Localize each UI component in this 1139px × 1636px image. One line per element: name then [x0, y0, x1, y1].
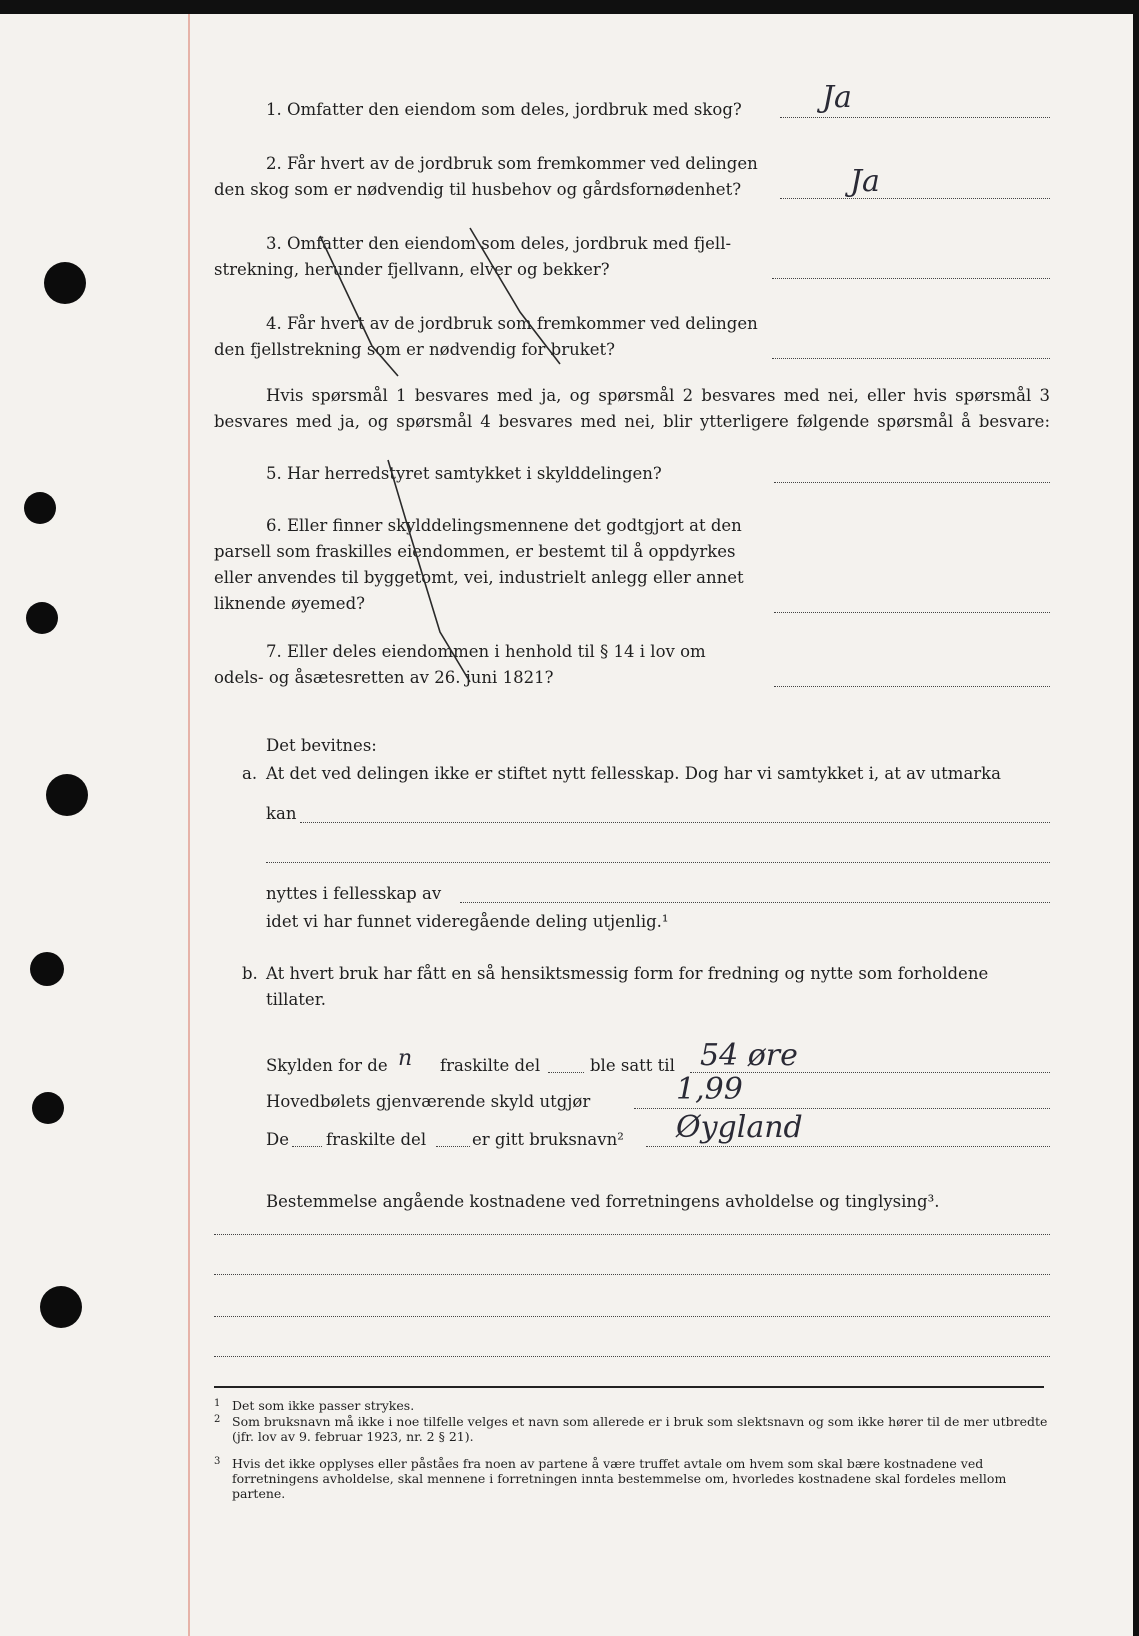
fill-line: [292, 1146, 322, 1147]
footnote-text: Det som ikke passer strykes.: [232, 1398, 415, 1413]
question-4-line-2: den fjellstrekning som er nødvendig for bruket?: [214, 340, 615, 359]
footnote-rule: [214, 1386, 1044, 1388]
skyld-line-3-b: fraskilte del: [326, 1130, 427, 1149]
condition-line-1: Hvis spørsmål 1 besvares med ja, og spørsmål 2 besvares med nei, eller hvis spørsmål 3: [266, 386, 1050, 405]
attest-idet: idet vi har funnet videregående deling utjenlig.¹: [266, 912, 669, 931]
footnote-number: 3: [214, 1456, 221, 1467]
attest-b-line-1: At hvert bruk har fått en så hensiktsmessig form for fredning og nytte som forholdene: [266, 964, 989, 983]
question-7-line-2: odels- og åsætesretten av 26. juni 1821?: [214, 668, 554, 687]
skyld-line-3-a: De: [266, 1130, 289, 1149]
question-1: 1. Omfatter den eiendom som deles, jordbruk med skog?: [266, 100, 742, 119]
footnote-1: [214, 1398, 1050, 1413]
fill-line: [214, 1356, 1050, 1357]
question-2-line-2: den skog som er nødvendig til husbehov og gårdsfornødenhet?: [214, 180, 742, 199]
skyld-line-1-b: fraskilte del: [440, 1056, 541, 1075]
handwritten-answer-2: Ja: [850, 164, 880, 199]
handwritten-answer-1: Ja: [822, 80, 852, 115]
question-4-line-1: 4. Får hvert av de jordbruk som fremkommer ved delingen: [266, 314, 758, 333]
skyld-line-3-c: er gitt bruksnavn²: [472, 1130, 624, 1149]
fill-line: [214, 1316, 1050, 1317]
question-3-line-1: 3. Omfatter den eiendom som deles, jordbruk med fjell-: [266, 234, 732, 253]
attest-nyttes: nyttes i fellesskap av: [266, 884, 442, 903]
fill-line: [634, 1108, 1050, 1109]
question-6-line-2: parsell som fraskilles eiendommen, er bestemt til å oppdyrkes: [214, 542, 736, 561]
attest-b-label: b.: [242, 964, 258, 983]
fill-line: [646, 1146, 1050, 1147]
fill-line: [436, 1146, 470, 1147]
fill-line: [214, 1274, 1050, 1275]
question-7-line-1: 7. Eller deles eiendommen i henhold til § 14 i lov om: [266, 642, 706, 661]
footnote-number: 2: [214, 1414, 221, 1425]
skyld-line-1-a: Skylden for de: [266, 1056, 388, 1075]
footnote-2: [214, 1414, 1050, 1444]
skyld-line-1-c: ble satt til: [590, 1056, 675, 1075]
attest-a-text: At det ved delingen ikke er stiftet nytt fellesskap. Dog har vi samtykket i, at av utmarka: [266, 764, 1001, 783]
footnote-text: Hvis det ikke opplyses eller påståes fra noen av partene å være truffet avtale om hvem som skal bære kostnadene ved forretningens avholdelse, skal mennene i forretningen innta bestemmelse om, hvorledes kostnadene skal fordeles mellom partene.: [232, 1456, 1007, 1501]
fill-line: [214, 1234, 1050, 1235]
handwritten-n: n: [398, 1046, 413, 1071]
question-2-line-1: 2. Får hvert av de jordbruk som fremkommer ved delingen: [266, 154, 758, 173]
fill-line: [460, 902, 1050, 903]
fill-line: [266, 862, 1050, 863]
footnote-text: Som bruksnavn må ikke i noe tilfelle velges et navn som allerede er i bruk som slektsnavn og som ikke hører til de mer utbredte (jfr. lov av 9. februar 1923, nr. 2 § 21).: [232, 1414, 1048, 1444]
attest-b-line-2: tillater.: [266, 990, 327, 1009]
fill-line: [300, 822, 1050, 823]
attest-kan: kan: [266, 804, 297, 823]
strike-through-marks: [0, 14, 1133, 1636]
condition-line-2: besvares med ja, og spørsmål 4 besvares med nei, blir ytterligere følgende spørsmål å besvare:: [214, 412, 1050, 431]
question-6-line-3: eller anvendes til byggetomt, vei, industrielt anlegg eller annet: [214, 568, 744, 587]
question-6-line-4: liknende øyemed?: [214, 594, 365, 613]
handwritten-skyld-value: 54 øre: [700, 1038, 798, 1073]
fill-line: [548, 1072, 584, 1073]
handwritten-hovedbol-value: 1,99: [676, 1072, 743, 1107]
question-3-line-2: strekning, herunder fjellvann, elver og bekker?: [214, 260, 610, 279]
skyld-line-2-label: Hovedbølets gjenværende skyld utgjør: [266, 1092, 591, 1111]
footnote-number: 1: [214, 1398, 221, 1409]
handwritten-bruksnavn: Øygland: [676, 1110, 803, 1145]
question-5: 5. Har herredstyret samtykket i skylddelingen?: [266, 464, 662, 483]
bestemmelse: Bestemmelse angående kostnadene ved forretningens avholdelse og tinglysing³.: [266, 1192, 940, 1211]
attest-a-label: a.: [242, 764, 258, 783]
question-6-line-1: 6. Eller finner skylddelingsmennene det godtgjort at den: [266, 516, 742, 535]
footnote-3: [214, 1456, 1050, 1501]
document-page: [0, 14, 1133, 1636]
attest-heading: Det bevitnes:: [266, 736, 377, 755]
